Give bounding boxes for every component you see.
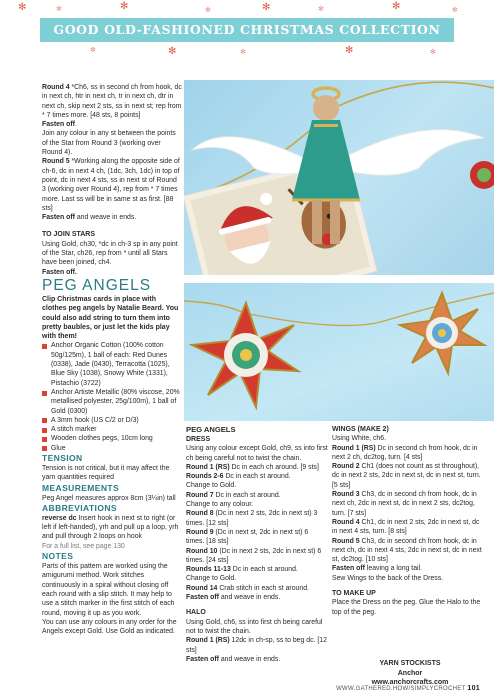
wings-row: Round 3 Ch3, dc in second ch from hook, dc in next ch, 2dc in next st, dc in next 2 sts, dc2tog, turn. [7 sts] xyxy=(332,491,477,517)
wings-column xyxy=(332,425,482,617)
page-header xyxy=(0,0,494,62)
dress-row: Round 1 (RS) Dc in each ch around. [9 sts] xyxy=(186,463,319,471)
stockists-brand: Anchor xyxy=(397,669,423,677)
snowflake-icon: ✻ xyxy=(392,1,401,12)
pattern-line: Fasten off and weave in ends. xyxy=(42,214,137,222)
snowflake-icon: ✻ xyxy=(262,2,271,13)
snowflake-icon: ✻ xyxy=(452,7,458,14)
notes-text: Parts of this pattern are worked using the amigurumi method. Work stitches continuously in a spiral without closing off each round with a slip stitch. It may help to use a stitch marker in the first stitch of each round, moving it up as you work. xyxy=(42,563,175,617)
wings-row: Fasten off leaving a long tail. xyxy=(332,565,423,573)
pattern-line: Round 4 *Ch6, ss in second ch from hook, dc in next ch, htr in next ch, tr in next ch, dtr in next ch, skip next 2 sts, ss in next st; rep from * 7 times more. [48 sts, 8 points] xyxy=(42,84,182,119)
halo-heading: HALO xyxy=(186,609,206,617)
wings-row: Round 5 Ch3, dc in second ch from hook, dc in next ch, dc in next 4 sts, 2dc in next st, dc in next st, dc2tog. [10 sts] xyxy=(332,537,482,564)
snowflake-icon: ✻ xyxy=(345,45,354,56)
dress-intro: Using any colour except Gold, ch9, ss into first ch being careful not to twist the chain. xyxy=(186,445,328,462)
star-garland-illustration xyxy=(184,283,494,421)
star-garland-photo xyxy=(184,283,494,421)
footer-site[interactable]: WWW.GATHERED.HOW/SIMPLYCROCHET xyxy=(336,686,466,692)
join-stars-heading: TO JOIN STARS xyxy=(42,231,96,239)
tension-text: Tension is not critical, but it may affect the yarn quantities required xyxy=(42,464,170,482)
material-item: A stitch marker xyxy=(42,425,182,434)
stockists-url[interactable]: www.anchorcrafts.com xyxy=(371,679,449,686)
peg-angels-intro: Clip Christmas cards in place with clothes peg angels by Natalie Beard. You could also add string to turn them into pretty baubles, or just let the kids play with them! xyxy=(42,295,179,341)
dress-row: Change to Gold. xyxy=(186,482,237,490)
material-item: Anchor Organic Cotton (100% cotton 50g/125m), 1 ball of each: Red Dunes (0338), Jade (0430), Terracotta (1025), Blue Sky (1038), Snowy White (1331), Pistachio (3722) xyxy=(42,341,182,387)
snowflake-icon: ✻ xyxy=(18,2,27,13)
measurements-text: Peg Angel measures approx 8cm (3¼in) tall xyxy=(42,494,176,502)
material-item: Glue xyxy=(42,444,182,453)
snowflake-icon: ✻ xyxy=(168,46,177,57)
abbreviations-heading: ABBREVIATIONS xyxy=(42,502,117,513)
wings-row: Round 4 Ch1, dc in next 2 sts, 2dc in next st, dc in next 4 sts, turn. [8 sts] xyxy=(332,518,480,536)
abbreviation-text: reverse dc Insert hook in next st to right (or left if left-handed), yrh and pull up a loop, yrh and pull through 2 loops on hook xyxy=(42,514,179,541)
wings-row: Round 2 Ch1 (does not count as st throughout), dc in next 2 sts, 2dc in next st, dc in next st, turn. [5 sts] xyxy=(332,463,481,489)
material-item: A 3mm hook (US C/2 or D/3) xyxy=(42,416,182,425)
title-banner xyxy=(40,18,454,42)
dress-heading: DRESS xyxy=(186,436,211,443)
pattern-line: Fasten off. xyxy=(42,121,77,129)
tension-heading: TENSION xyxy=(42,452,83,463)
peg-angels-title: PEG ANGELS xyxy=(42,276,152,294)
angels-heading: PEG ANGELS xyxy=(186,425,236,434)
make-up-heading: TO MAKE UP xyxy=(332,590,376,598)
banner-title: GOOD OLD-FASHIONED CHRISTMAS COLLECTION xyxy=(53,22,441,37)
make-up-text: Place the Dress on the peg. Glue the Halo to the top of the peg. xyxy=(332,599,481,616)
dress-row: Round 10 (Dc in next 2 sts, 2dc in next st) 6 times. [24 sts] xyxy=(186,547,322,564)
snowflake-icon: ✻ xyxy=(205,7,211,14)
snowflake-icon: ✻ xyxy=(56,6,62,13)
join-stars-end: Fasten off. xyxy=(42,268,77,276)
wings-intro: Using White, ch6. xyxy=(332,435,386,443)
wings-heading: WINGS (MAKE 2) xyxy=(332,426,389,433)
materials-list xyxy=(42,341,182,453)
halo-row: Fasten off and weave in ends. xyxy=(186,655,281,663)
page-number: 101 xyxy=(467,685,480,692)
notes-heading: NOTES xyxy=(42,551,74,562)
dress-row: Round 14 Crab stitch in each st around. xyxy=(186,584,309,592)
halo-row: Round 1 (RS) 12dc in ch-sp, ss to beg dc. [12 sts] xyxy=(186,637,327,654)
snowflake-icon: ✻ xyxy=(90,47,96,54)
dress-halo-column xyxy=(186,425,328,664)
dress-row: Round 8 (Dc in next 2 sts, 2dc in next st) 3 times. [12 sts] xyxy=(186,510,318,527)
wings-row: Round 1 (RS) Dc in second ch from hook, dc in next 2 ch, dc2tog, turn. [4 sts] xyxy=(332,444,478,461)
angel-photo-illustration xyxy=(184,80,494,275)
page-footer xyxy=(336,685,480,692)
notes-text: You can use any colours in any order for the Angels except Gold. Use Gold as indicated. xyxy=(42,618,177,636)
star-pattern-text xyxy=(42,83,182,636)
material-item: Wooden clothes pegs, 10cm long xyxy=(42,434,182,443)
snowflake-icon: ✻ xyxy=(430,49,436,56)
snowflake-icon: ✻ xyxy=(120,1,129,12)
dress-row: Rounds 11-13 Dc in each st around. xyxy=(186,566,298,574)
halo-intro: Using Gold, ch6, ss into first ch being careful not to twist the chain. xyxy=(186,618,323,635)
dress-row: Round 9 (Dc in next st, 2dc in next st) 6 times. [18 sts] xyxy=(186,528,309,546)
yarn-stockists xyxy=(330,659,490,688)
snowflake-icon: ✻ xyxy=(240,49,246,56)
abbreviation-list-link: For a full list, see page 130 xyxy=(42,542,125,550)
stockists-heading: YARN STOCKISTS xyxy=(379,660,441,667)
pattern-line: Join any colour in any st between the points of the Star from Round 3 (working over Round 4). xyxy=(42,130,176,157)
material-item: Anchor Artiste Metallic (80% viscose, 20% metallised polyester, 25g/100m), 1 ball of Gold (0300) xyxy=(42,388,182,416)
angel-photo xyxy=(184,80,494,275)
dress-row: Rounds 2-6 Dc in each st around. xyxy=(186,473,291,481)
dress-row: Fasten off and weave in ends. xyxy=(186,594,281,602)
measurements-heading: MEASUREMENTS xyxy=(42,482,120,493)
dress-row: Change to Gold. xyxy=(186,575,237,583)
join-stars-text: Using Gold, ch30, *dc in ch-3 sp in any point of the Star, ch26, rep from * until all Stars have been joined, ch4. xyxy=(42,240,178,267)
snowflake-icon: ✻ xyxy=(318,6,324,13)
wings-row: Sew Wings to the back of the Dress. xyxy=(332,574,444,582)
dress-row: Change to any colour. xyxy=(186,501,254,509)
pattern-line: Round 5 *Working along the opposite side of ch-6, dc in next 4 ch, (1dc, 3ch, 1dc) in top of point, dc in next 4 sts, ss in next st of Round 3 (working over Round 4), rep from * 7 times more. Last ss will be in same st as first. [88 sts] xyxy=(42,158,180,212)
dress-row: Round 7 Dc in each st around. xyxy=(186,491,281,499)
